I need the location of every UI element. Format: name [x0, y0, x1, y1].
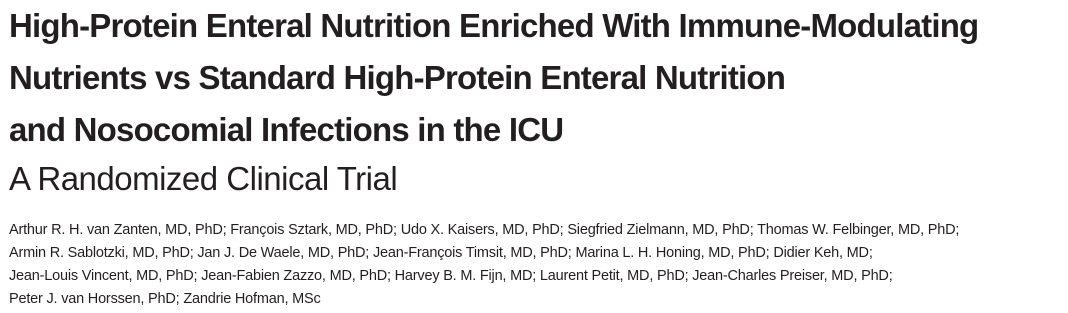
author-line: Arthur R. H. van Zanten, MD, PhD; François Sztark, MD, PhD; Udo X. Kaisers, MD, PhD; Siegfried Zielmann, MD, PhD; Thomas W. Felbinger, MD, PhD; — [9, 222, 960, 238]
article-title — [9, 0, 1061, 156]
article-subtitle: A Randomized Clinical Trial — [9, 160, 398, 197]
author-line: Armin R. Sablotzki, MD, PhD; Jan J. De Waele, MD, PhD; Jean-François Timsit, MD, PhD; Marina L. H. Honing, MD, PhD; Didier Keh, MD; — [9, 245, 873, 261]
author-line: Peter J. van Horssen, PhD; Zandrie Hofman, MSc — [9, 291, 321, 307]
author-list — [9, 219, 1061, 311]
title-line: and Nosocomial Infections in the ICU — [9, 111, 564, 148]
author-line: Jean-Louis Vincent, MD, PhD; Jean-Fabien Zazzo, MD, PhD; Harvey B. M. Fijn, MD; Laurent Petit, MD, PhD; Jean-Charles Preiser, MD, PhD; — [9, 268, 893, 284]
title-line: High-Protein Enteral Nutrition Enriched With Immune-Modulating — [9, 7, 979, 44]
article-header — [9, 0, 1061, 202]
title-line: Nutrients vs Standard High-Protein Enteral Nutrition — [9, 59, 786, 96]
